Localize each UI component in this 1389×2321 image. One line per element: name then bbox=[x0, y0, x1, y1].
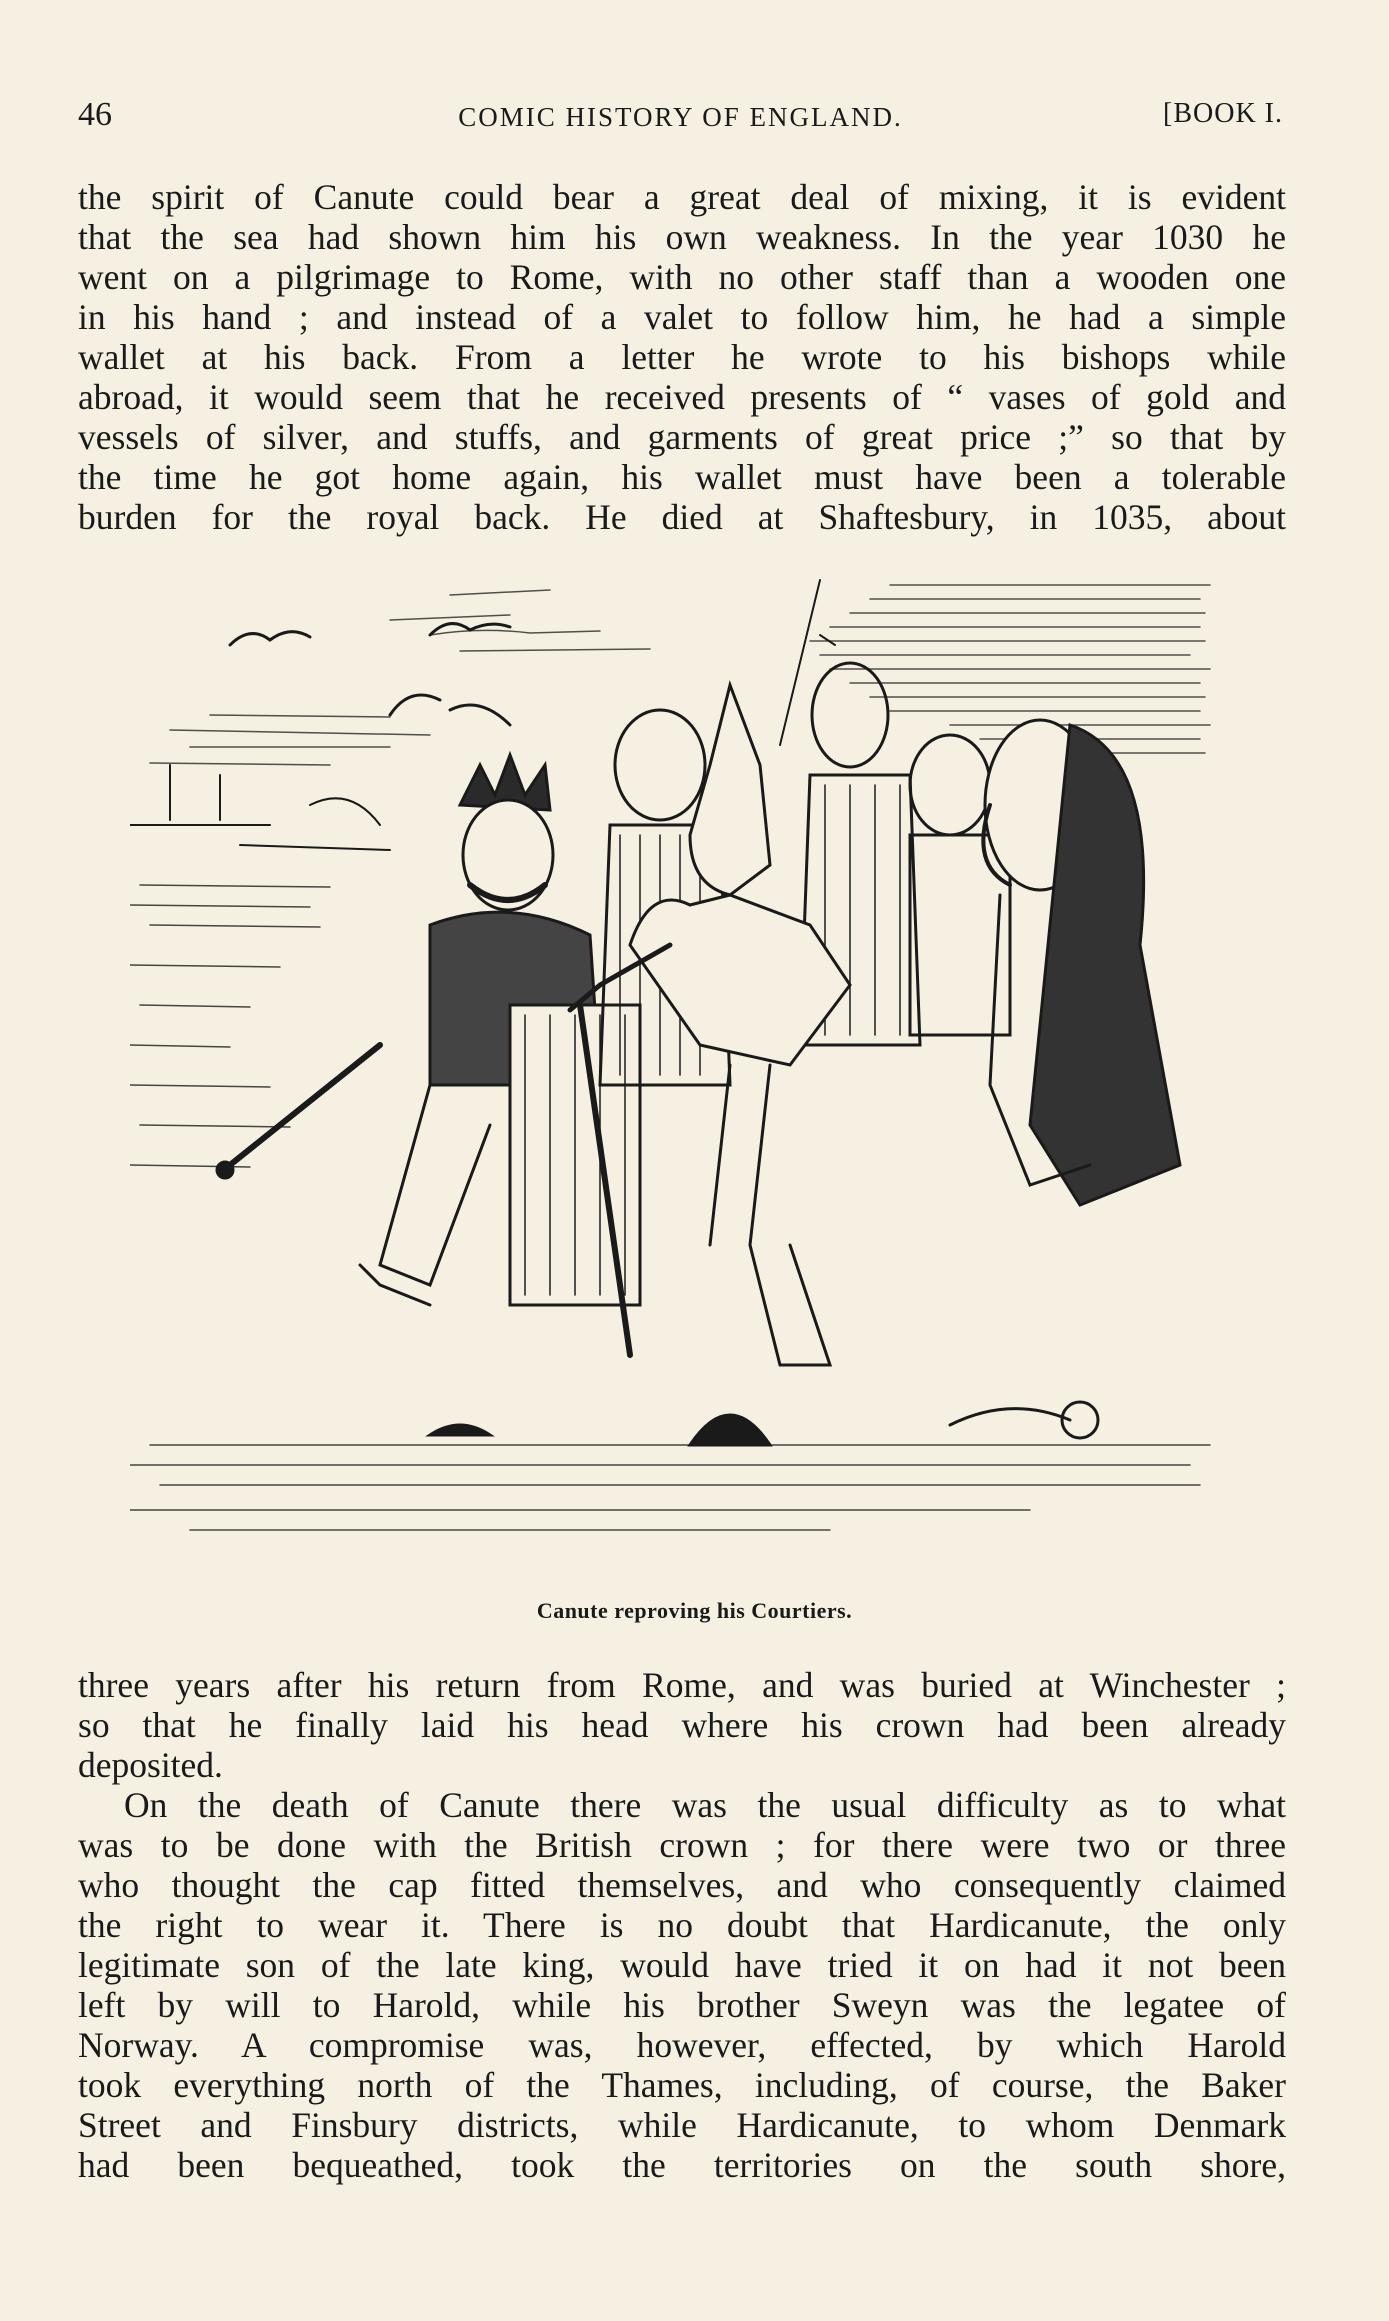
text-line: wallet at his back. From a letter he wrote to his bishops while bbox=[78, 337, 1286, 377]
text-line: three years after his return from Rome, and was buried at Winchester ; bbox=[78, 1665, 1286, 1705]
book-marker: [BOOK I. bbox=[1163, 98, 1283, 129]
figure-caption: Canute reproving his Courtiers. bbox=[536, 1598, 853, 1623]
text-line: left by will to Harold, while his brother Sweyn was the legatee of bbox=[78, 1985, 1286, 2025]
text-line: had been bequeathed, took the territories on the south shore, bbox=[78, 2145, 1286, 2185]
text-line: the right to wear it. There is no doubt that Hardicanute, the only bbox=[78, 1905, 1286, 1945]
text-line: On the death of Canute there was the usual difficulty as to what bbox=[124, 1785, 1286, 1825]
illustration-canute bbox=[130, 565, 1230, 1565]
text-line: the spirit of Canute could bear a great deal of mixing, it is evident bbox=[78, 177, 1286, 217]
text-line: took everything north of the Thames, including, of course, the Baker bbox=[78, 2065, 1286, 2105]
text-line: so that he finally laid his head where his crown had been already bbox=[78, 1705, 1286, 1745]
text-line: legitimate son of the late king, would have tried it on had it not been bbox=[78, 1945, 1286, 1985]
paragraph-continued bbox=[78, 1665, 1286, 2185]
text-line: abroad, it would seem that he received presents of “ vases of gold and bbox=[78, 377, 1286, 417]
engraving-illustration bbox=[130, 565, 1230, 1565]
text-line: that the sea had shown him his own weakness. In the year 1030 he bbox=[78, 217, 1286, 257]
text-line: went on a pilgrimage to Rome, with no other staff than a wooden one bbox=[78, 257, 1286, 297]
text-line: Street and Finsbury districts, while Hardicanute, to whom Denmark bbox=[78, 2105, 1286, 2145]
text-line: was to be done with the British crown ; for there were two or three bbox=[78, 1825, 1286, 1865]
text-line: the time he got home again, his wallet must have been a tolerable bbox=[78, 457, 1286, 497]
text-line: in his hand ; and instead of a valet to follow him, he had a simple bbox=[78, 297, 1286, 337]
page-number: 46 bbox=[78, 96, 112, 133]
text-line: who thought the cap fitted themselves, and who consequently claimed bbox=[78, 1865, 1286, 1905]
text-line: Norway. A compromise was, however, effected, by which Harold bbox=[78, 2025, 1286, 2065]
text-line: vessels of silver, and stuffs, and garments of great price ;” so that by bbox=[78, 417, 1286, 457]
running-header bbox=[78, 92, 1283, 142]
text-line: burden for the royal back. He died at Shaftesbury, in 1035, about bbox=[78, 497, 1286, 537]
paragraph-top bbox=[78, 177, 1286, 537]
text-line: deposited. bbox=[78, 1745, 223, 1785]
running-title: COMIC HISTORY OF ENGLAND. bbox=[458, 102, 903, 132]
